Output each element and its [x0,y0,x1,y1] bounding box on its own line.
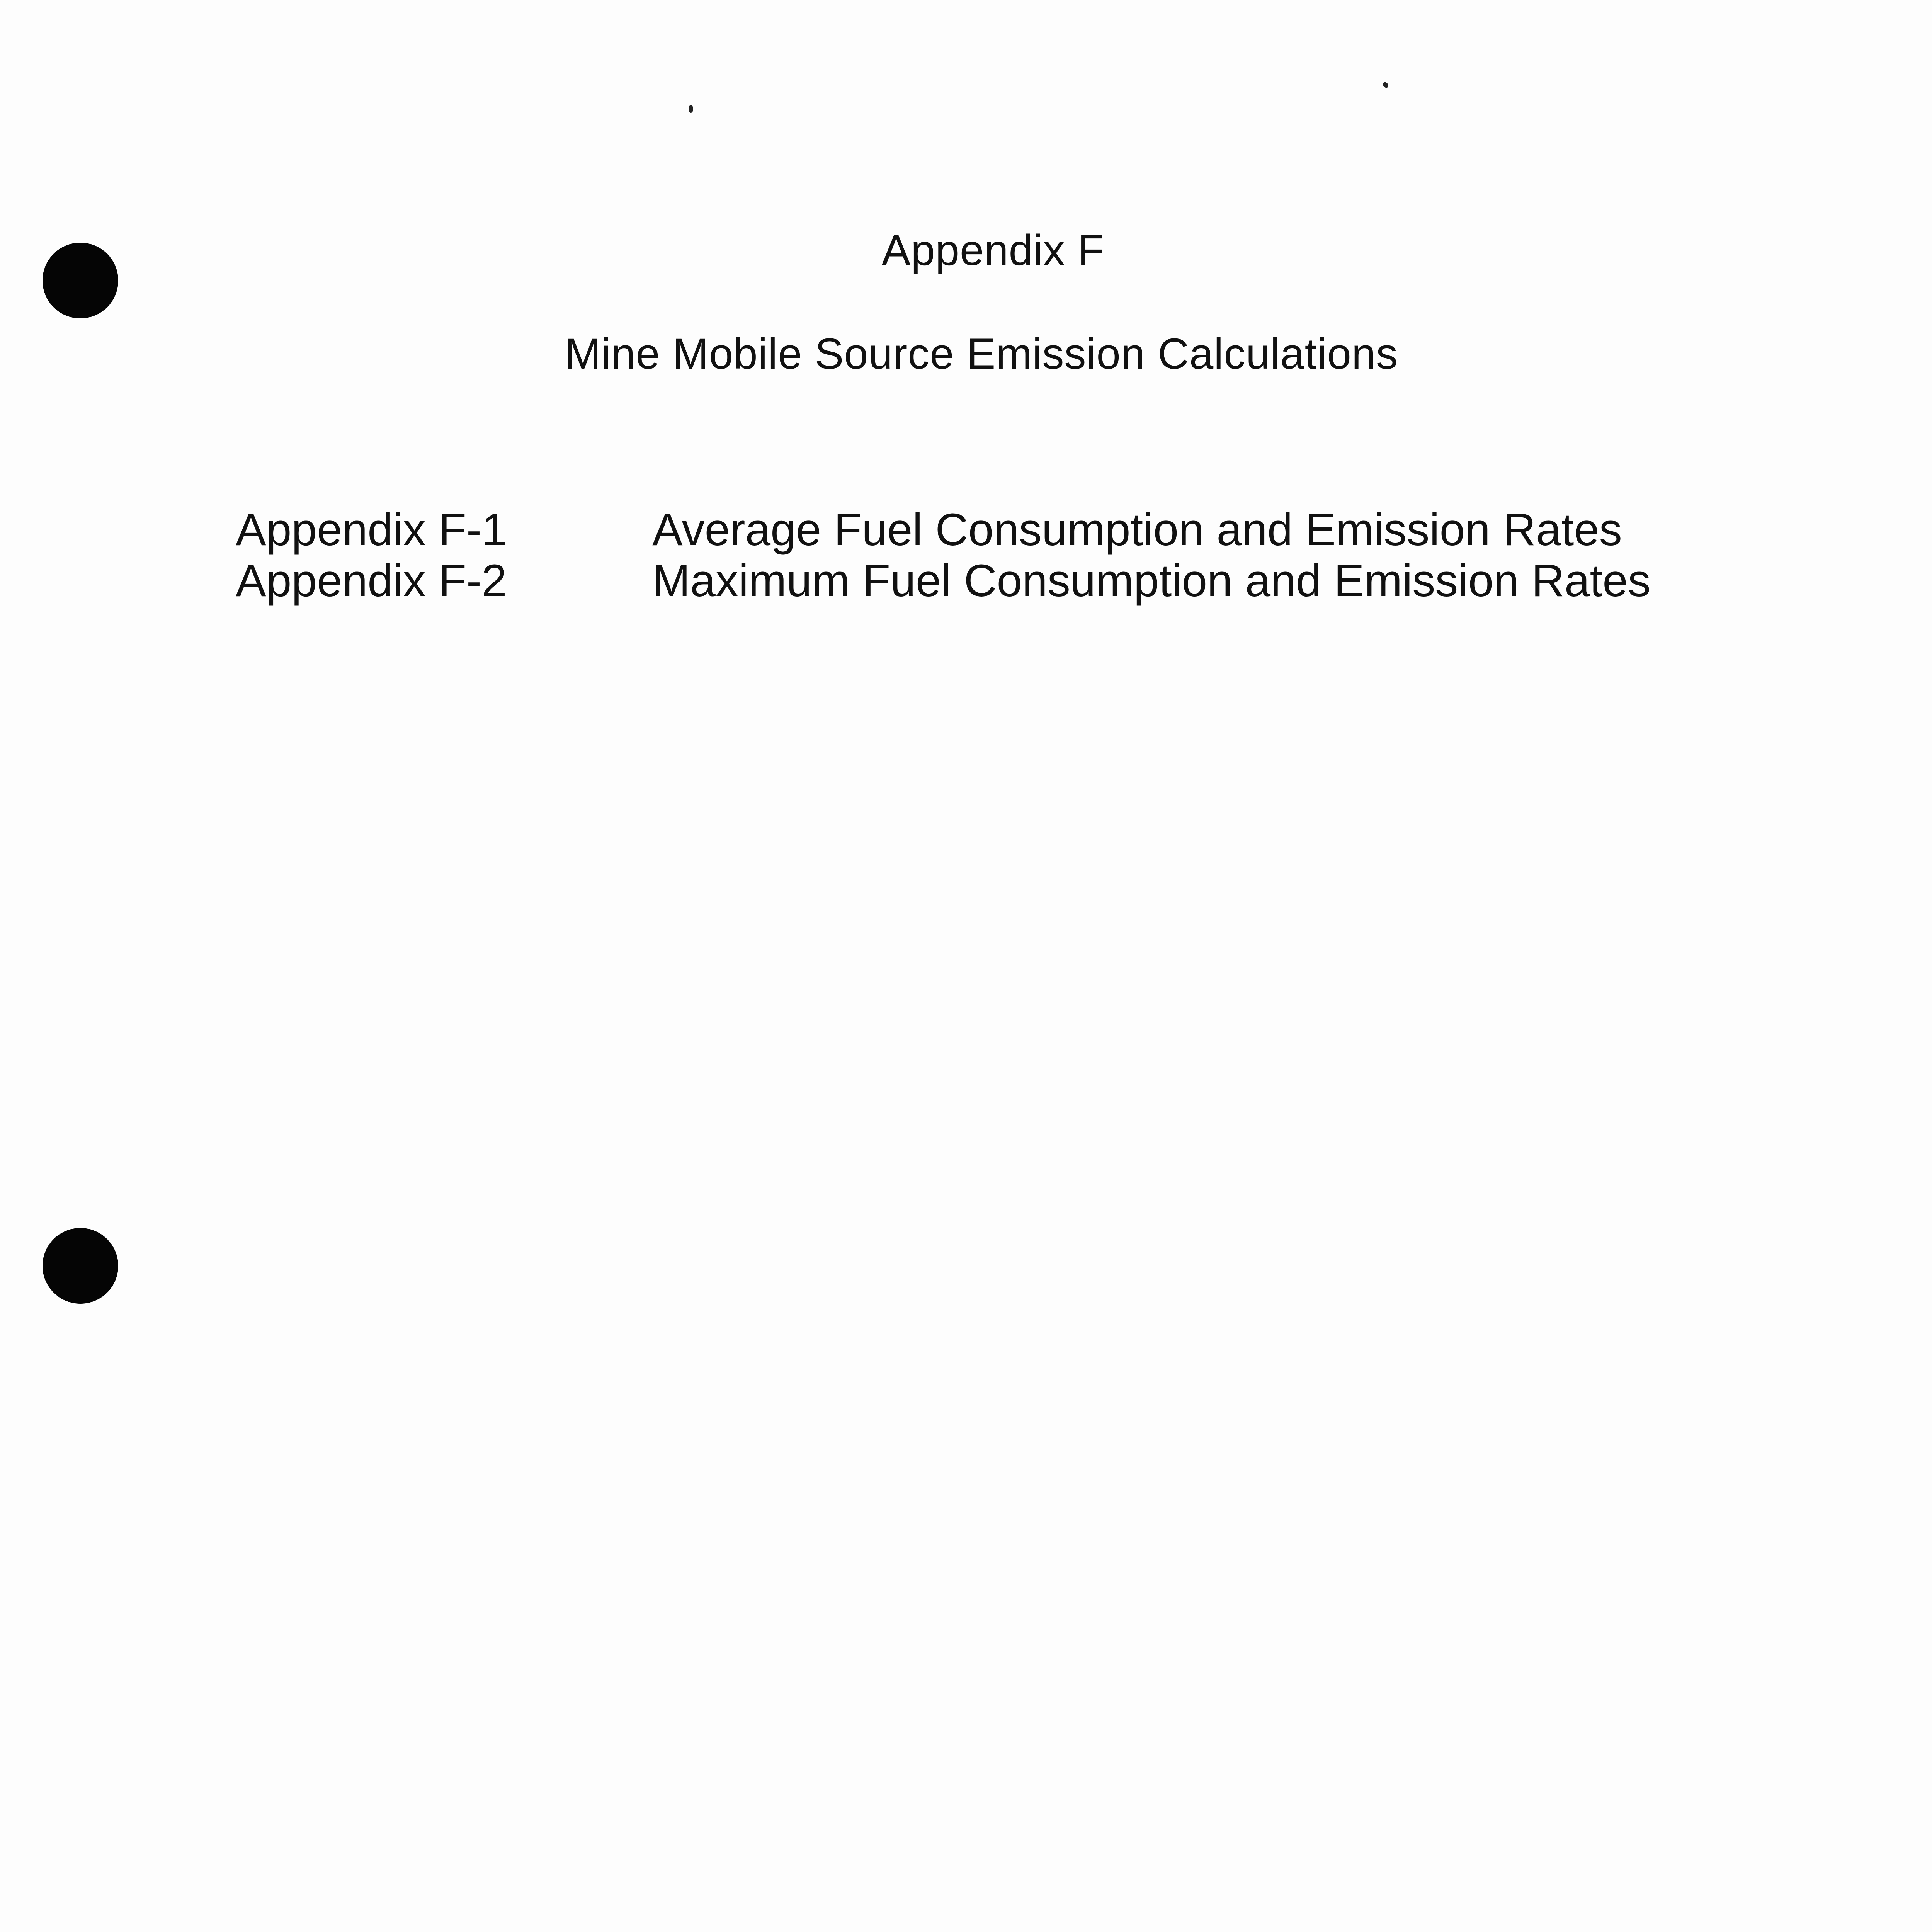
scan-speck [1382,81,1389,89]
scan-speck [689,105,693,113]
page-subtitle: Mine Mobile Source Emission Calculations [565,330,1398,378]
contents-entry-title: Average Fuel Consumption and Emission Rates [652,504,1622,555]
contents-entry [236,555,1820,606]
contents-entry [236,504,1820,555]
contents-entry-title: Maximum Fuel Consumption and Emission Rates [652,555,1651,606]
contents-entry-id: Appendix F-2 [236,555,507,606]
page-title: Appendix F [881,226,1105,274]
punch-hole-middle [43,1228,118,1304]
contents-entry-id: Appendix F-1 [236,504,507,555]
appendix-contents-list [236,504,1820,606]
